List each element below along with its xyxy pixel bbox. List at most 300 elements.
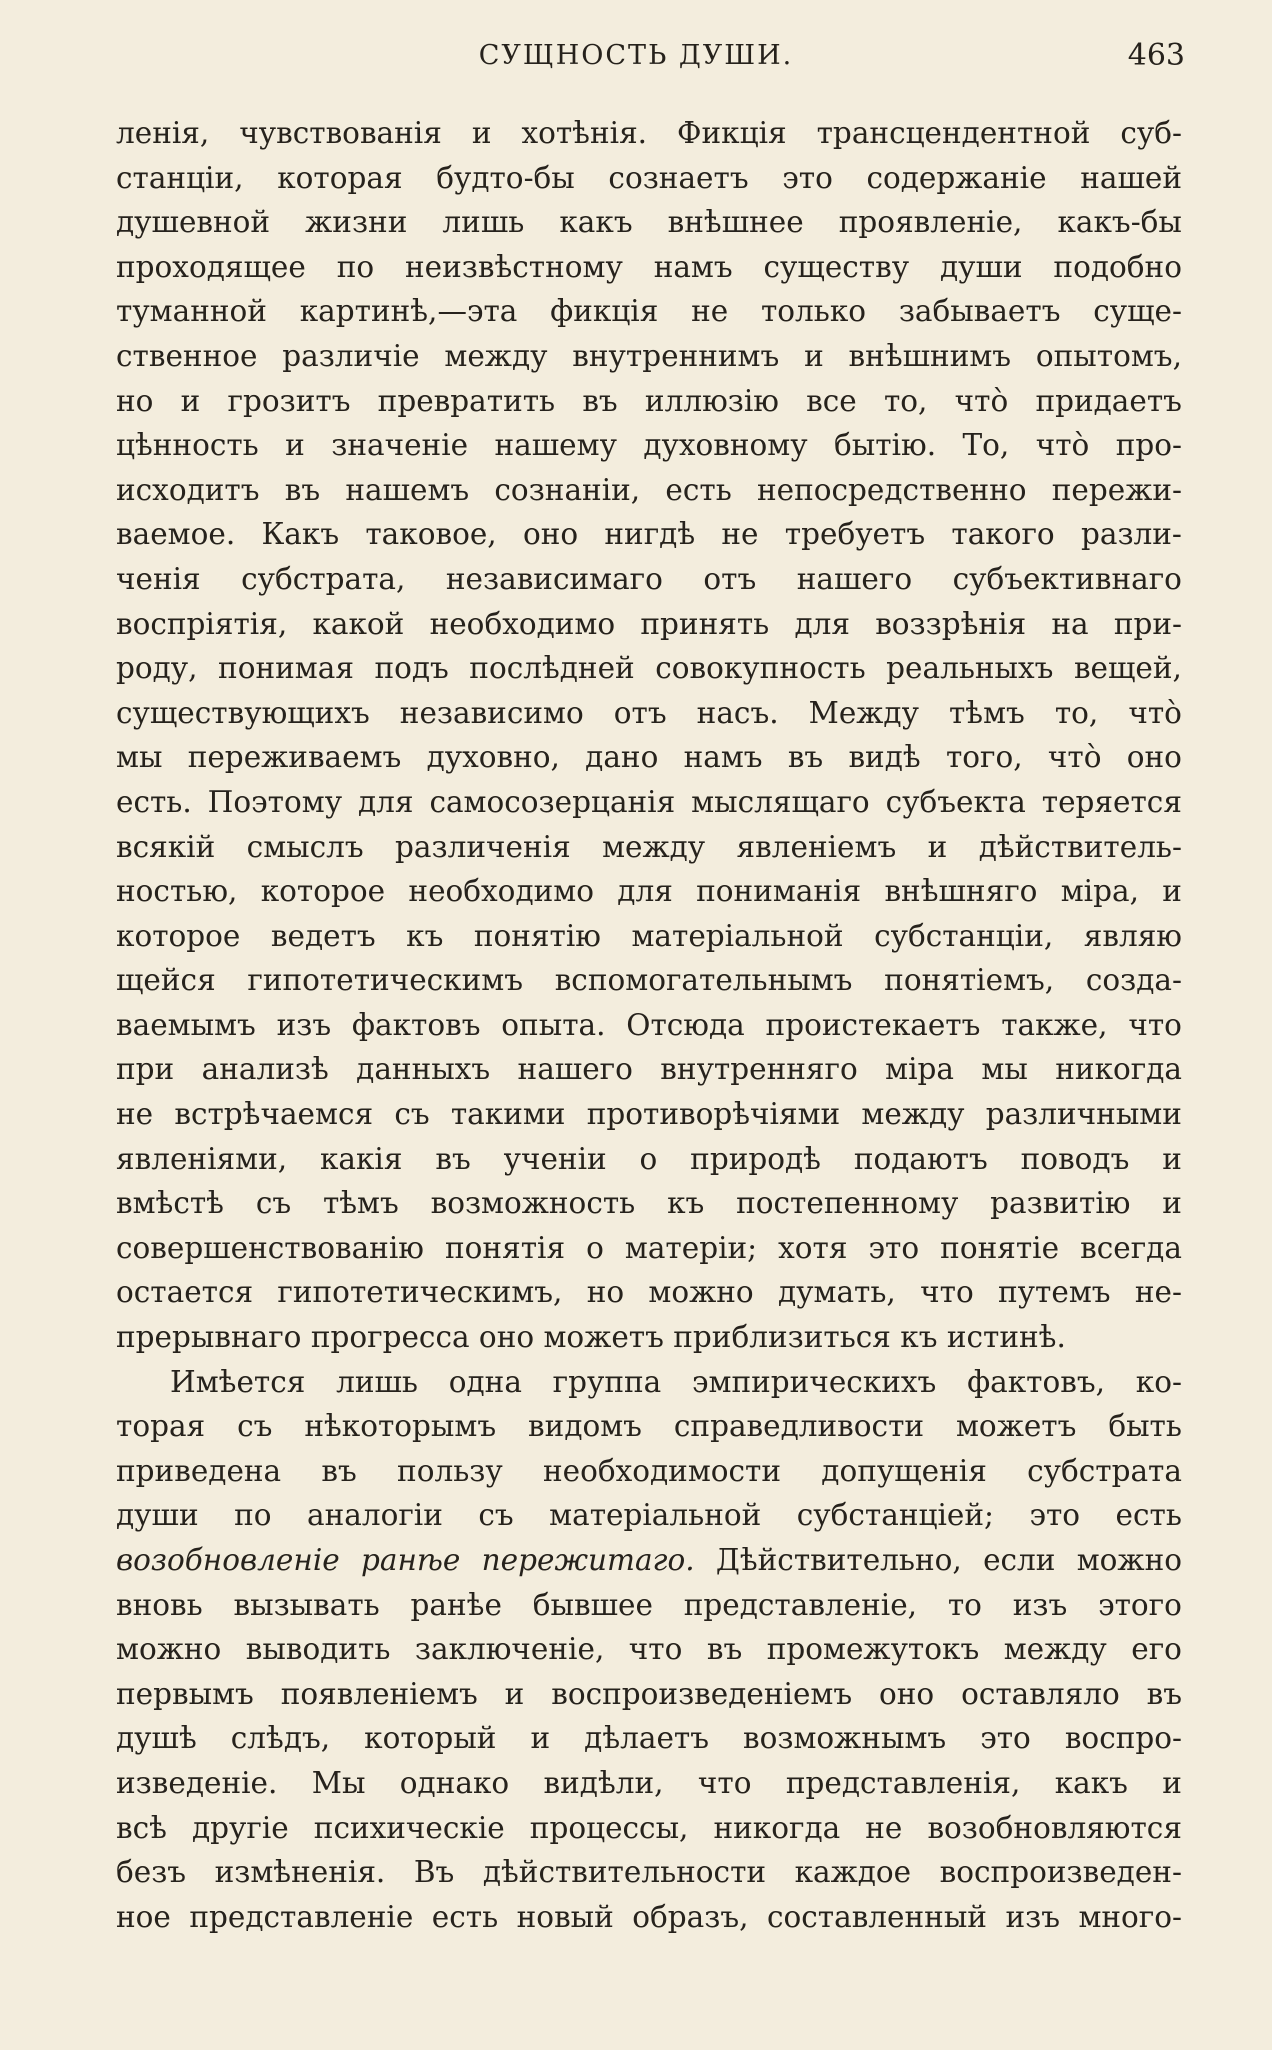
- word: и: [1162, 874, 1182, 909]
- word: воспроизведен-: [939, 1855, 1182, 1890]
- word: нашей: [1080, 160, 1182, 195]
- word: воспріятія,: [116, 606, 288, 641]
- word: такими: [450, 1097, 566, 1132]
- word: есть: [1115, 1498, 1182, 1533]
- text-line: [116, 1097, 1182, 1142]
- word: тѣмъ: [948, 695, 1025, 730]
- word: понятіемъ,: [884, 963, 1055, 998]
- word: реальныхъ: [886, 651, 1054, 686]
- word: видомъ: [528, 1409, 642, 1444]
- word: при-: [1113, 606, 1182, 641]
- text-line: [116, 205, 1182, 250]
- word: для: [617, 874, 673, 909]
- word: которое: [260, 874, 386, 909]
- word: ное: [116, 1899, 171, 1934]
- word: принять: [640, 606, 770, 641]
- word: между: [1003, 1632, 1107, 1667]
- text-line: [116, 607, 1182, 652]
- word: грозитъ: [227, 383, 351, 418]
- word: гипотетическимъ,: [277, 1275, 563, 1310]
- word: содержаніе: [866, 160, 1047, 195]
- word: анализѣ: [201, 1052, 329, 1087]
- line-text: прерывнаго прогресса оно можетъ приблизиться къ истинѣ.: [116, 1320, 1066, 1355]
- word: оно: [1126, 740, 1182, 775]
- text-line: [116, 562, 1182, 607]
- page-number: 463: [1127, 38, 1185, 73]
- word: созда-: [1085, 963, 1182, 998]
- word: этого: [1098, 1587, 1182, 1622]
- word: внѣшняго: [884, 874, 1038, 909]
- word: самосозерцанія: [429, 784, 676, 819]
- text-line: [116, 919, 1182, 964]
- text-line: [116, 161, 1182, 206]
- word: не: [865, 1810, 903, 1845]
- word: возможнымъ: [743, 1721, 947, 1756]
- word: дѣлаетъ: [584, 1721, 709, 1756]
- word: субстрата,: [241, 561, 406, 596]
- word: данныхъ: [356, 1052, 491, 1087]
- word: исходитъ: [116, 472, 260, 507]
- word: таковое,: [365, 517, 497, 552]
- word: вмѣстѣ: [116, 1186, 224, 1221]
- word: измѣненія.: [214, 1855, 386, 1890]
- word: изъ: [1012, 1587, 1068, 1622]
- word: и: [180, 383, 201, 418]
- word: что̀: [1035, 428, 1090, 463]
- word: есть: [665, 472, 732, 507]
- word: независимаго: [445, 561, 663, 596]
- word: что: [920, 1275, 974, 1310]
- word: который: [364, 1721, 497, 1756]
- word: матеріальной: [631, 918, 844, 953]
- text-line: [116, 1677, 1182, 1722]
- word: понятіе: [940, 1230, 1060, 1265]
- word: нашему: [494, 428, 617, 463]
- word: трансцендентной: [816, 116, 1091, 150]
- text-line: [116, 116, 1182, 161]
- word: духовно,: [426, 740, 560, 775]
- word: нашемъ: [345, 472, 470, 507]
- word: его: [1131, 1632, 1182, 1667]
- word: что: [697, 1765, 752, 1800]
- word: субстанціи,: [874, 918, 1054, 953]
- word: мы: [981, 1052, 1028, 1087]
- word: ученіи: [503, 1141, 607, 1176]
- word: нашего: [796, 561, 913, 596]
- word: жизни: [305, 205, 408, 240]
- text-line: [116, 1409, 1182, 1454]
- word: иллюзію: [644, 383, 779, 418]
- word: что̀: [1128, 695, 1182, 730]
- text-line: [116, 339, 1182, 384]
- word: различіе: [282, 338, 420, 373]
- word: новый: [516, 1899, 614, 1934]
- word: быть: [1108, 1409, 1182, 1444]
- word: въ: [582, 383, 618, 418]
- word: духовному: [643, 428, 808, 463]
- text-line: [116, 1498, 1182, 1543]
- text-line: [116, 1186, 1182, 1231]
- word: будто-бы: [436, 160, 575, 195]
- word: совершенствованію: [116, 1230, 424, 1265]
- word: не: [691, 294, 729, 329]
- word: хотя: [778, 1230, 848, 1265]
- word: между: [861, 1097, 965, 1132]
- word: всегда: [1080, 1230, 1182, 1265]
- word: но: [586, 1275, 625, 1310]
- word: тѣмъ: [322, 1186, 399, 1221]
- word: много-: [1078, 1899, 1182, 1934]
- text-line: [116, 250, 1182, 295]
- word: неизвѣстному: [404, 249, 623, 284]
- word: видѣли,: [543, 1765, 664, 1800]
- word: дано: [585, 740, 659, 775]
- word: и: [471, 116, 492, 150]
- word: души: [116, 1498, 199, 1533]
- word: внѣшнее: [667, 205, 804, 240]
- text-line: [116, 963, 1182, 1008]
- word: и: [804, 338, 824, 373]
- text-line: [116, 517, 1182, 562]
- word: встрѣчаемся: [174, 1097, 374, 1132]
- text-line: [116, 651, 1182, 696]
- word: дѣйствительности: [482, 1855, 767, 1890]
- word: не-: [1134, 1275, 1182, 1310]
- word: какія: [319, 1141, 403, 1176]
- text-line: [116, 1365, 1182, 1410]
- word: переживаемъ: [187, 740, 402, 775]
- word: оно: [522, 517, 579, 552]
- word: видѣ: [848, 740, 921, 775]
- word: эмпирическихъ: [692, 1364, 937, 1399]
- word: міра,: [1060, 874, 1139, 909]
- text-line: [116, 384, 1182, 429]
- word: понятію: [473, 918, 601, 953]
- word: Между: [808, 695, 919, 730]
- text-line: [116, 1454, 1182, 1499]
- word: какъ: [559, 205, 633, 240]
- word: аналогіи: [307, 1498, 443, 1533]
- word: непосредственно: [756, 472, 1027, 507]
- word: безъ: [116, 1855, 187, 1890]
- word: душевной: [116, 205, 271, 240]
- word: Поэтому: [207, 784, 343, 819]
- word: такого: [951, 517, 1055, 552]
- word: бытію.: [834, 428, 937, 463]
- word: фикція: [550, 294, 659, 329]
- word: и: [530, 1721, 551, 1756]
- word: вспомогательнымъ: [554, 963, 853, 998]
- word: и: [1162, 1186, 1182, 1221]
- word: ленія,: [116, 116, 210, 150]
- word: для: [358, 784, 414, 819]
- word: нигдѣ: [604, 517, 696, 552]
- word: можно: [1076, 1543, 1182, 1577]
- word: внѣшнимъ: [848, 338, 1012, 373]
- word: съ: [237, 1409, 273, 1444]
- word: воспроизведеніемъ: [551, 1676, 853, 1711]
- word: природѣ: [690, 1141, 821, 1176]
- text-line: [116, 1142, 1182, 1187]
- word: намъ: [683, 740, 763, 775]
- word: съ: [478, 1498, 514, 1533]
- word: матеріи;: [624, 1230, 758, 1265]
- word: всякій: [116, 829, 216, 864]
- word: образъ,: [632, 1899, 749, 1934]
- text-line: [116, 1632, 1182, 1677]
- word: все: [806, 383, 857, 418]
- word: подобно: [1053, 249, 1182, 284]
- word: допущенія: [821, 1453, 987, 1488]
- word: промежутокъ: [766, 1632, 980, 1667]
- word: но: [116, 383, 154, 418]
- word: То,: [962, 428, 1010, 463]
- word: думать,: [778, 1275, 896, 1310]
- word: вновь: [116, 1587, 203, 1622]
- word: другіе: [191, 1810, 289, 1845]
- word: въ: [787, 740, 824, 775]
- word: ведетъ: [270, 918, 376, 953]
- word: при: [116, 1052, 175, 1087]
- word: представленіе: [189, 1899, 414, 1934]
- word: внутренняго: [660, 1052, 858, 1087]
- word: это: [980, 1721, 1031, 1756]
- word: не: [116, 1097, 154, 1132]
- text-line: [116, 1811, 1182, 1856]
- text-line: [116, 1855, 1182, 1900]
- word: торая: [116, 1409, 206, 1444]
- word: приведена: [116, 1453, 282, 1488]
- word: изъ: [276, 1007, 332, 1042]
- word: можетъ: [955, 1409, 1077, 1444]
- word: нѣкоторымъ: [304, 1409, 497, 1444]
- word: оно: [879, 1676, 935, 1711]
- word: въ: [435, 1141, 471, 1176]
- word: это: [868, 1230, 920, 1265]
- word: развитію: [990, 1186, 1131, 1221]
- word: съ: [394, 1097, 430, 1132]
- word: лишь: [336, 1364, 418, 1399]
- word: міра: [885, 1052, 955, 1087]
- word: чувствованія: [239, 116, 442, 150]
- word: воззрѣнія: [875, 606, 1027, 641]
- body-text: [116, 116, 1182, 1944]
- word: существу: [763, 249, 910, 284]
- word: никогда: [1055, 1052, 1182, 1087]
- text-line: [116, 740, 1182, 785]
- word: суб-: [1120, 116, 1182, 150]
- word: необходимости: [542, 1453, 782, 1488]
- word: фактовъ: [351, 1007, 481, 1042]
- word: возобновленіе: [116, 1543, 340, 1577]
- word: картинѣ,—эта: [299, 294, 518, 329]
- word: душѣ: [116, 1721, 197, 1756]
- word: между: [444, 338, 548, 373]
- word: группа: [552, 1364, 662, 1399]
- word: первымъ: [116, 1676, 254, 1711]
- word: постепенному: [736, 1186, 959, 1221]
- word: возможность: [430, 1186, 636, 1221]
- word: и: [1162, 1141, 1182, 1176]
- word: противорѣчіями: [586, 1097, 841, 1132]
- word: внутреннимъ: [572, 338, 780, 373]
- word: что: [628, 1632, 683, 1667]
- text-line: [116, 473, 1182, 518]
- word: воспро-: [1064, 1721, 1182, 1756]
- word: разли-: [1080, 517, 1182, 552]
- word: сознаніи,: [494, 472, 641, 507]
- text-line: [116, 696, 1182, 741]
- word: Отсюда: [626, 1007, 745, 1042]
- word: пользу: [397, 1453, 503, 1488]
- word: Въ: [413, 1855, 455, 1890]
- word: превратить: [377, 383, 556, 418]
- word: субстрата: [1027, 1453, 1182, 1488]
- word: къ: [406, 918, 444, 953]
- word: которая: [277, 160, 403, 195]
- word: опыта.: [501, 1007, 606, 1042]
- word: требуетъ: [784, 517, 926, 552]
- word: щейся: [116, 963, 216, 998]
- word: проявленіе,: [838, 205, 1023, 240]
- word: ко-: [1135, 1364, 1182, 1399]
- text-line: [116, 1588, 1182, 1633]
- word: по: [234, 1498, 272, 1533]
- word: къ: [667, 1186, 705, 1221]
- word: что̀: [1047, 740, 1102, 775]
- running-head: [0, 40, 1272, 80]
- word: и: [504, 1676, 525, 1711]
- word: про-: [1115, 428, 1182, 463]
- word: различными: [985, 1097, 1182, 1132]
- word: если: [983, 1543, 1056, 1577]
- word: между: [602, 829, 706, 864]
- word: субъекта: [885, 784, 1026, 819]
- word: сознаетъ: [608, 160, 749, 195]
- word: однако: [399, 1765, 510, 1800]
- word: смыслъ: [246, 829, 364, 864]
- word: есть.: [116, 784, 192, 819]
- word: и: [1162, 1765, 1182, 1800]
- word: субстанціей;: [796, 1498, 994, 1533]
- word: на: [1051, 606, 1089, 641]
- word: различенія: [395, 829, 571, 864]
- word: ваемымъ: [116, 1007, 256, 1042]
- word: какъ-бы: [1057, 205, 1182, 240]
- word: необходимо: [408, 874, 594, 909]
- word: въ: [1146, 1676, 1182, 1711]
- word: ностью,: [116, 874, 238, 909]
- word: въ: [706, 1632, 743, 1667]
- word: дѣйствитель-: [978, 829, 1182, 864]
- word: существующихъ: [116, 695, 370, 730]
- word: процессы,: [529, 1810, 689, 1845]
- word: заключеніе,: [414, 1632, 605, 1667]
- word: для: [794, 606, 850, 641]
- word: какъ: [1054, 1765, 1128, 1800]
- word: проистекаетъ: [765, 1007, 981, 1042]
- word: послѣдней: [469, 651, 635, 686]
- word: отъ: [703, 561, 757, 596]
- word: каждое: [794, 1855, 912, 1890]
- word: лишь: [442, 205, 525, 240]
- word: являю: [1083, 918, 1182, 953]
- word: ранѣе: [360, 1543, 461, 1577]
- word: субъективнаго: [952, 561, 1182, 596]
- word: ваемое.: [116, 517, 236, 552]
- word: забываетъ: [898, 294, 1061, 329]
- text-line: [116, 1008, 1182, 1053]
- word: появленіемъ: [280, 1676, 478, 1711]
- word: оставляло: [961, 1676, 1120, 1711]
- word: изведеніе.: [116, 1765, 278, 1800]
- word: которое: [116, 918, 241, 953]
- text-line: [116, 428, 1182, 473]
- word: Имѣется: [170, 1364, 306, 1399]
- word: есть: [431, 1899, 499, 1934]
- word: необходимо: [429, 606, 616, 641]
- word: то,: [883, 383, 928, 418]
- word: также,: [1001, 1007, 1108, 1042]
- word: придаетъ: [1035, 383, 1182, 418]
- word: всѣ: [116, 1810, 167, 1845]
- word: слѣдъ,: [230, 1721, 331, 1756]
- word: подаютъ: [853, 1141, 988, 1176]
- word: явленіями,: [116, 1141, 288, 1176]
- word: суще-: [1093, 294, 1182, 329]
- word: психическіе: [313, 1810, 505, 1845]
- word: это: [1029, 1498, 1081, 1533]
- word: пониманія: [696, 874, 862, 909]
- word: нашего: [517, 1052, 633, 1087]
- word: значеніе: [331, 428, 469, 463]
- word: Какъ: [261, 517, 340, 552]
- text-line: [116, 1231, 1182, 1276]
- word: станціи,: [116, 160, 244, 195]
- word: пережи-: [1051, 472, 1182, 507]
- word: не: [721, 517, 759, 552]
- word: понятія: [445, 1230, 566, 1265]
- word: возобновляются: [927, 1810, 1182, 1845]
- word: никогда: [713, 1810, 841, 1845]
- word: поводъ: [1020, 1141, 1130, 1176]
- word: Фикція: [677, 116, 787, 150]
- text-line: [116, 294, 1182, 339]
- text-line: [116, 1320, 1182, 1365]
- word: отъ: [613, 695, 667, 730]
- word: цѣнность: [116, 428, 259, 463]
- word: въ: [284, 472, 321, 507]
- word: проходящее: [116, 249, 306, 284]
- word: составленный: [766, 1899, 987, 1934]
- word: справедливости: [673, 1409, 925, 1444]
- word: одна: [448, 1364, 522, 1399]
- word: ченія: [116, 561, 201, 596]
- word: можно: [116, 1632, 222, 1667]
- word: изъ: [1005, 1899, 1060, 1934]
- word: Дѣйствительно,: [715, 1543, 962, 1577]
- text-line: [116, 785, 1182, 830]
- word: пережитаго.: [481, 1543, 695, 1577]
- word: остается: [116, 1275, 254, 1310]
- word: съ: [255, 1186, 292, 1221]
- text-line: [116, 1052, 1182, 1097]
- word: выводить: [245, 1632, 391, 1667]
- word: что: [1128, 1007, 1182, 1042]
- word: ранѣе: [410, 1587, 502, 1622]
- word: теряется: [1041, 784, 1182, 819]
- word: только: [760, 294, 867, 329]
